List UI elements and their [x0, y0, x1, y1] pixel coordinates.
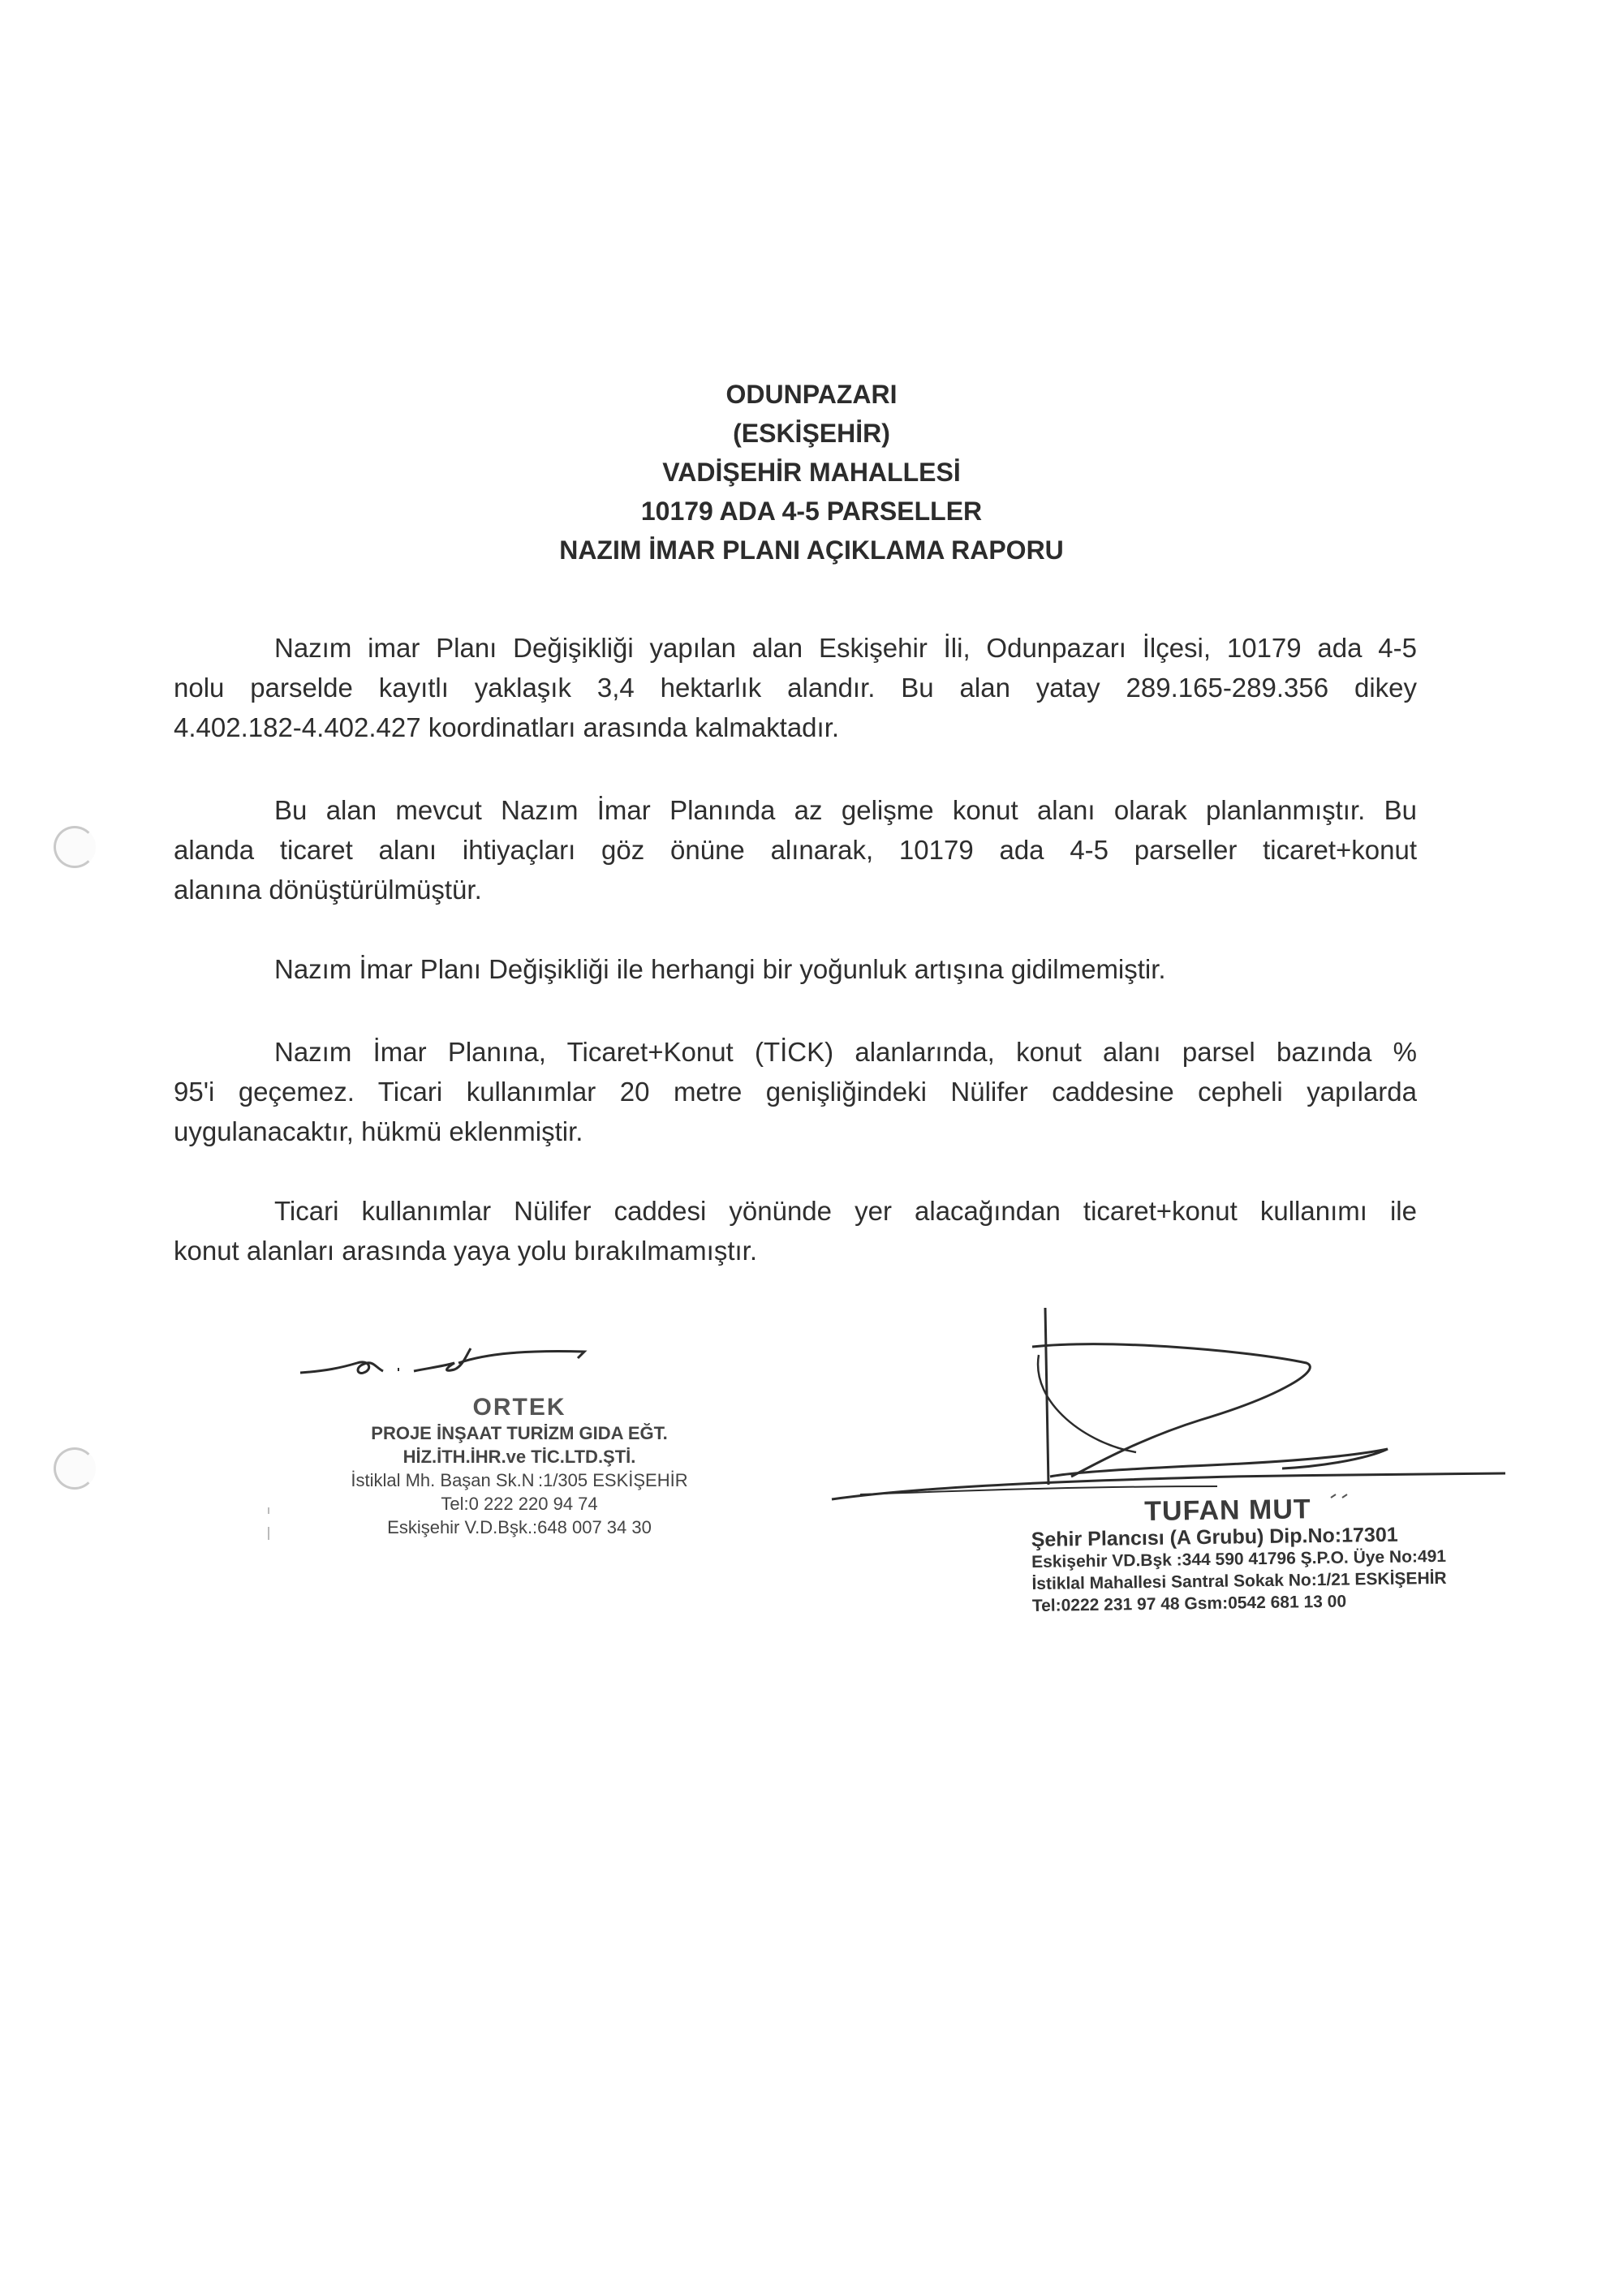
- paragraph-line: 95'i geçemez. Ticari kullanımlar 20 metre genişliğindeki Nülifer caddesine cepheli yapılarda: [174, 1077, 1417, 1107]
- title-district: ODUNPAZARI: [725, 380, 898, 409]
- title-province: (ESKİŞEHİR): [733, 419, 890, 448]
- planner-stamp: [1031, 1492, 1447, 1617]
- paragraph-line: Nazım İmar Planına, Ticaret+Konut (TİCK) alanlarında, konut alanı parsel bazında %: [274, 1037, 1417, 1067]
- title-parcels: 10179 ADA 4-5 PARSELLER: [640, 497, 983, 526]
- paragraph-line: nolu parselde kayıtlı yaklaşık 3,4 hektarlık alandır. Bu alan yatay 289.165-289.356 dikey: [174, 673, 1417, 703]
- planner-phone: Tel:0222 231 97 48 Gsm:0542 681 13 00: [1031, 1592, 1347, 1615]
- company-stamp: [308, 1394, 730, 1539]
- planner-name: TUFAN MUT: [1143, 1494, 1311, 1528]
- right-signature: [828, 1306, 1526, 1509]
- paragraph-line: Ticari kullanımlar Nülifer caddesi yönünde yer alacağından ticaret+konut kullanımı ile: [274, 1196, 1417, 1226]
- margin-mark: [268, 1527, 269, 1540]
- paragraph-pedestrian-road: [174, 1191, 1417, 1271]
- title-report-name: NAZIM İMAR PLANI AÇIKLAMA RAPORU: [559, 535, 1064, 565]
- company-address: İstiklal Mh. Başan Sk.N :1/305 ESKİŞEHİR: [351, 1470, 688, 1490]
- planner-title: Şehir Plancısı (A Grubu) Dip.No:17301: [1031, 1523, 1398, 1551]
- company-line: PROJE İNŞAAT TURİZM GIDA EĞT.: [371, 1423, 668, 1443]
- company-name: ORTEK: [472, 1394, 566, 1421]
- company-phone: Tel:0 222 220 94 74: [441, 1494, 598, 1514]
- paragraph-line: 4.402.182-4.402.427 koordinatları arasında kalmaktadır.: [174, 712, 840, 742]
- paragraph-plan-rule: [174, 1032, 1417, 1151]
- paragraph-line: Nazım İmar Planı Değişikliği ile herhangi bir yoğunluk artışına gidilmemiştir.: [274, 954, 1166, 984]
- paragraph-area-description: [174, 628, 1417, 747]
- title-neighborhood: VADİŞEHİR MAHALLESİ: [662, 458, 961, 487]
- paragraph-line: Bu alan mevcut Nazım İmar Planında az gelişme konut alanı olarak planlanmıştır. Bu: [274, 795, 1417, 825]
- paragraph-density: [174, 949, 1417, 989]
- margin-mark: [268, 1507, 269, 1514]
- paragraph-line: alanda ticaret alanı ihtiyaçları göz önüne alınarak, 10179 ada 4-5 parseller ticaret+konut: [174, 835, 1417, 865]
- paragraph-current-plan: [174, 790, 1417, 909]
- paragraph-line: uygulanacaktır, hükmü eklenmiştir.: [174, 1116, 583, 1146]
- company-line: HİZ.İTH.İHR.ve TİC.LTD.ŞTİ.: [403, 1447, 636, 1467]
- punch-hole-bottom: [54, 1447, 96, 1490]
- paragraph-line: Nazım imar Planı Değişikliği yapılan alan Eskişehir İli, Odunpazarı İlçesi, 10179 ada 4-5: [274, 633, 1417, 663]
- paragraph-line: alanına dönüştürülmüştür.: [174, 875, 482, 905]
- company-tax-office: Eskişehir V.D.Bşk.:648 007 34 30: [387, 1517, 652, 1537]
- left-signature: [292, 1331, 601, 1404]
- paragraph-line: konut alanları arasında yaya yolu bırakılmamıştır.: [174, 1236, 758, 1266]
- punch-hole-top: [54, 826, 96, 868]
- planner-tax-info: Eskişehir VD.Bşk :344 590 41796 Ş.P.O. Üye No:491: [1031, 1546, 1447, 1572]
- planner-address: İstiklal Mahallesi Santral Sokak No:1/21 ESKİŞEHİR: [1031, 1568, 1447, 1593]
- report-title: [0, 375, 1623, 570]
